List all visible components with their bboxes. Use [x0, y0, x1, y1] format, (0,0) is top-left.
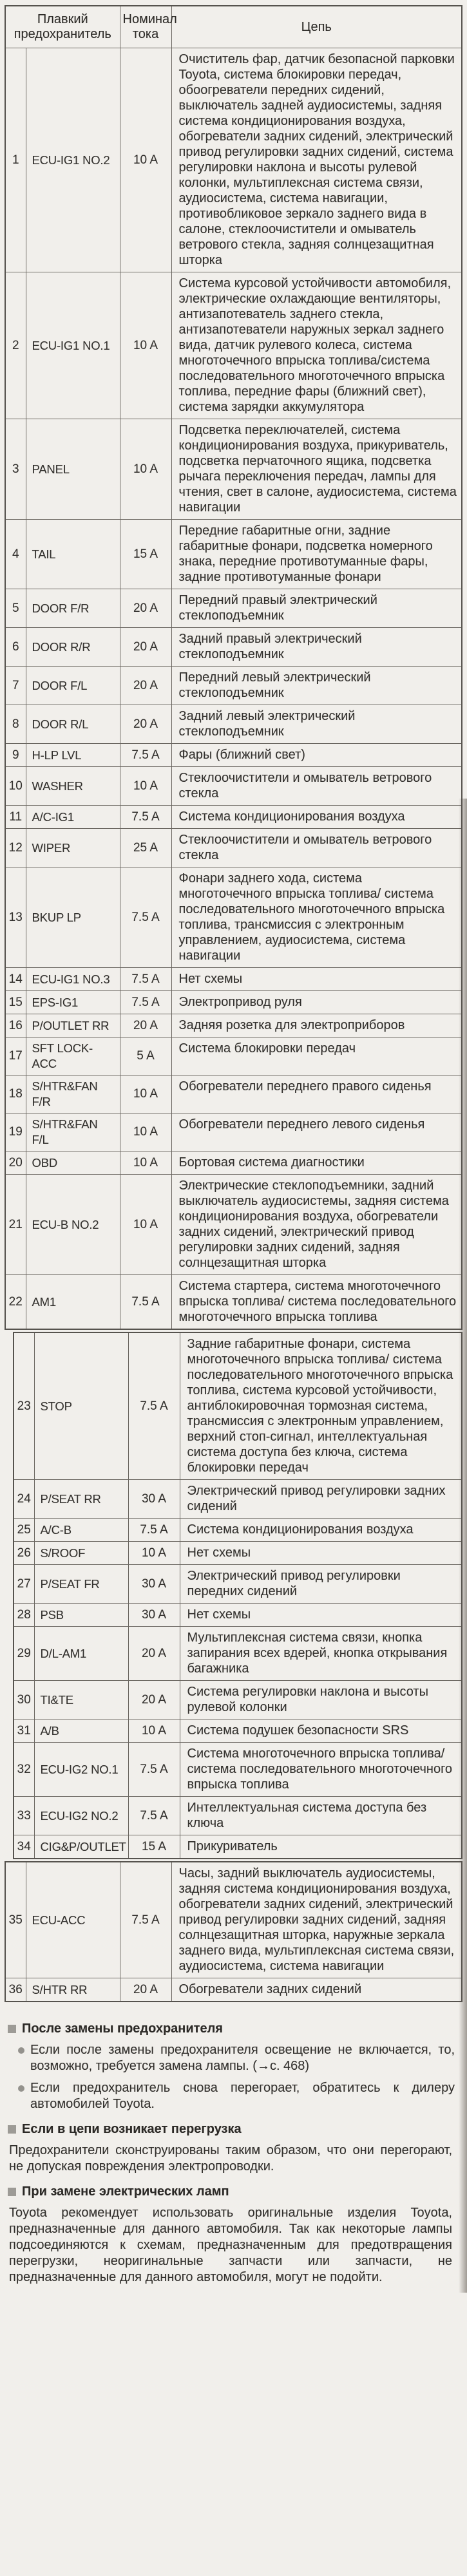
- fuse-name-cell: H-LP LVL: [26, 744, 120, 767]
- fuse-circuit-cell: Обогреватели переднего левого сиденья: [171, 1113, 462, 1151]
- bullet-dot-icon: [18, 2085, 24, 2092]
- section-title-row: [8, 2184, 455, 2199]
- note-bullet: [18, 2042, 455, 2074]
- note-bullet: [18, 2080, 455, 2112]
- fuse-circuit-cell: Задние габаритные фонари, система многоточечного впрыска топлива/ система последовательного многоточечного впрыска топлива, система курсовой устойчивости, антиблокировочная тормозная система, трансмиссия с электронным управлением, верхний стоп-сигнал, интеллектуальная система доступа без ключа, система блокировки передач: [180, 1332, 462, 1480]
- fuse-circuit-cell: Передний правый электрический стеклоподъемник: [171, 589, 462, 628]
- fuse-num-cell: 13: [5, 867, 26, 968]
- table-row: [14, 1604, 462, 1627]
- fuse-num-cell: 1: [5, 48, 26, 272]
- table-row: [14, 1565, 462, 1604]
- fuse-name-cell: ECU-IG1 NO.1: [26, 272, 120, 419]
- section-title-row: [8, 2121, 455, 2137]
- fuse-circuit-cell: Система кондиционирования воздуха: [171, 806, 462, 829]
- fuse-circuit-cell: Нет схемы: [180, 1542, 462, 1565]
- fuse-name-cell: TAIL: [26, 520, 120, 589]
- fuse-circuit-cell: Стеклоочистители и омыватель ветрового стекла: [171, 767, 462, 806]
- fuse-amp-cell: 7.5 A: [120, 991, 171, 1014]
- fuse-name-cell: AM1: [26, 1275, 120, 1330]
- notes-section: [8, 2184, 455, 2286]
- fuse-name-cell: ECU-IG1 NO.3: [26, 968, 120, 991]
- fuse-amp-cell: 10 A: [120, 767, 171, 806]
- notes-section: [8, 2121, 455, 2175]
- fuse-circuit-cell: Обогреватели переднего правого сиденья: [171, 1075, 462, 1113]
- section-title: После замены предохранителя: [22, 2022, 223, 2036]
- fuse-num-cell: 20: [5, 1151, 26, 1175]
- fuse-circuit-cell: Передний левый электрический стеклоподъемник: [171, 667, 462, 705]
- fuse-num-cell: 32: [14, 1743, 34, 1797]
- section-square-icon: [8, 2188, 16, 2196]
- fuse-circuit-cell: Задний левый электрический стеклоподъемник: [171, 705, 462, 744]
- fuse-num-cell: 16: [5, 1014, 26, 1037]
- table-row: [5, 419, 462, 520]
- fuse-amp-cell: 10 A: [120, 1151, 171, 1175]
- table-row: [14, 1627, 462, 1681]
- table-row: [5, 705, 462, 744]
- bullet-text: Если после замены предохранителя освещение не включается, то, возможно, требуется замена лампы. (→с. 468): [30, 2043, 455, 2073]
- fuse-amp-cell: 5 A: [120, 1037, 171, 1075]
- fuse-num-cell: 19: [5, 1113, 26, 1151]
- fuse-amp-cell: 7.5 A: [120, 806, 171, 829]
- fuse-amp-cell: 7.5 A: [128, 1519, 180, 1542]
- fuse-circuit-cell: Задний правый электрический стеклоподъемник: [171, 628, 462, 667]
- fuse-name-cell: ECU-B NO.2: [26, 1175, 120, 1275]
- fuse-amp-cell: 7.5 A: [120, 1275, 171, 1330]
- fuse-amp-cell: 25 A: [120, 829, 171, 867]
- bullet-text: Если предохранитель снова перегорает, обратитесь к дилеру автомобилей Toyota.: [30, 2081, 455, 2111]
- table-row: [5, 1151, 462, 1175]
- table-row: [14, 1743, 462, 1797]
- fuse-amp-cell: 10 A: [120, 272, 171, 419]
- fuse-num-cell: 11: [5, 806, 26, 829]
- fuse-name-cell: S/HTR&FAN F/R: [26, 1075, 120, 1113]
- fuse-amp-cell: 7.5 A: [128, 1743, 180, 1797]
- fuse-circuit-cell: Прикуриватель: [180, 1835, 462, 1859]
- fuse-circuit-cell: Передние габаритные огни, задние габаритные фонари, подсветка номерного знака, передние противотуманные фары, задние противотуманные фонари: [171, 520, 462, 589]
- fuse-num-cell: 25: [14, 1519, 34, 1542]
- fuse-circuit-cell: Интеллектуальная система доступа без ключа: [180, 1797, 462, 1835]
- fuse-circuit-cell: Фонари заднего хода, система многоточечного впрыска топлива/ система последовательного многоточечного впрыска топлива, трансмиссия с электронным управлением, аудиосистема, система навигации: [171, 867, 462, 968]
- fuse-name-cell: EPS-IG1: [26, 991, 120, 1014]
- footnotes: [5, 2004, 462, 2286]
- fuse-circuit-cell: Система блокировки передач: [171, 1037, 462, 1075]
- fuse-amp-cell: 7.5 A: [120, 744, 171, 767]
- fuse-num-cell: 17: [5, 1037, 26, 1075]
- fuse-num-cell: 2: [5, 272, 26, 419]
- fuse-amp-cell: 20 A: [120, 705, 171, 744]
- fuse-num-cell: 4: [5, 520, 26, 589]
- fuse-amp-cell: 7.5 A: [120, 867, 171, 968]
- table-row: [5, 48, 462, 272]
- section-square-icon: [8, 2025, 16, 2033]
- fuse-num-cell: 9: [5, 744, 26, 767]
- fuse-num-cell: 27: [14, 1565, 34, 1604]
- fuse-num-cell: 22: [5, 1275, 26, 1330]
- fuse-num-cell: 10: [5, 767, 26, 806]
- fuse-name-cell: TI&TE: [34, 1681, 128, 1719]
- fuse-num-cell: 3: [5, 419, 26, 520]
- table-row: [5, 1978, 462, 2002]
- table-header-fuse: Плавкий предохранитель: [5, 6, 120, 48]
- fuse-name-cell: ECU-IG2 NO.2: [34, 1797, 128, 1835]
- section-title: При замене электрических ламп: [22, 2184, 229, 2199]
- table-row: [5, 589, 462, 628]
- fuse-table-block-1: [5, 5, 462, 1330]
- table-row: [5, 806, 462, 829]
- table-row: [5, 1113, 462, 1151]
- fuse-circuit-cell: Бортовая система диагностики: [171, 1151, 462, 1175]
- fuse-num-cell: 30: [14, 1681, 34, 1719]
- fuse-amp-cell: 10 A: [120, 48, 171, 272]
- section-square-icon: [8, 2125, 16, 2134]
- fuse-amp-cell: 7.5 A: [120, 968, 171, 991]
- fuse-amp-cell: 30 A: [128, 1565, 180, 1604]
- table-row: [5, 1275, 462, 1330]
- fuse-table-block-2: [13, 1332, 462, 1859]
- table-header-circuit: Цепь: [171, 6, 462, 48]
- table-row: [5, 667, 462, 705]
- fuse-circuit-cell: Мультиплексная система связи, кнопка запирания всех вдерей, кнопка открывания багажника: [180, 1627, 462, 1681]
- note-paragraph: Toyota рекомендует использовать оригинальные изделия Toyota, предназначенные для данного автомобиля. Так как некоторые лампы подсоединяются к схемам, предназначенным для предотвращения перегрузки, неоригинальные запчасти или запчасти, не предназначенные для данного автомобиля, могут не подойти.: [9, 2206, 452, 2284]
- table-row: [5, 867, 462, 968]
- table-row: [5, 767, 462, 806]
- fuse-name-cell: CIG&P/OUTLET: [34, 1835, 128, 1859]
- fuse-circuit-cell: Задняя розетка для электроприборов: [171, 1014, 462, 1037]
- fuse-circuit-cell: Система регулировки наклона и высоты рулевой колонки: [180, 1681, 462, 1719]
- table-row: [14, 1542, 462, 1565]
- section-title-row: [8, 2021, 455, 2036]
- fuse-circuit-cell: Электропривод руля: [171, 991, 462, 1014]
- fuse-amp-cell: 10 A: [120, 1175, 171, 1275]
- table-header-row: [5, 6, 462, 48]
- fuse-circuit-cell: Очиститель фар, датчик безопасной парковки Toyota, система блокировки передач, обоогреватели передних сидений, выключатель задней аудиосистемы, задняя система кондиционирования воздуха, обогреватели задних сидений, электрический привод регулировки задних сидений, система регулировки наклона и высоты рулевой колонки, мультиплексная система связи, аудиосистема, система навигации, противобликовое зеркало заднего вида в салоне, стеклоочистители и омыватель ветрового стекла, задняя солнцезащитная шторка: [171, 48, 462, 272]
- table-row: [14, 1480, 462, 1519]
- fuse-amp-cell: 7.5 A: [128, 1797, 180, 1835]
- fuse-name-cell: WIPER: [26, 829, 120, 867]
- fuse-circuit-cell: Подсветка переключателей, система кондиционирования воздуха, прикуриватель, подсветка перчаточного ящика, подсветка рычага переключения передач, лампы для чтения, свет в салоне, аудиосистема, система навигации: [171, 419, 462, 520]
- fuse-num-cell: 12: [5, 829, 26, 867]
- fuse-circuit-cell: Нет схемы: [180, 1604, 462, 1627]
- fuse-amp-cell: 20 A: [128, 1627, 180, 1681]
- fuse-circuit-cell: Система стартера, система многоточечного впрыска топлива/ система последовательного многоточечного впрыска топлива: [171, 1275, 462, 1330]
- fuse-circuit-cell: Система подушек безопасности SRS: [180, 1719, 462, 1743]
- table-header-amperage: Номинал тока: [120, 6, 171, 48]
- fuse-amp-cell: 10 A: [120, 1075, 171, 1113]
- table-row: [5, 628, 462, 667]
- fuse-name-cell: A/C-B: [34, 1519, 128, 1542]
- fuse-amp-cell: 10 A: [120, 1113, 171, 1151]
- fuse-num-cell: 24: [14, 1480, 34, 1519]
- fuse-name-cell: PSB: [34, 1604, 128, 1627]
- fuse-amp-cell: 10 A: [128, 1719, 180, 1743]
- fuse-name-cell: OBD: [26, 1151, 120, 1175]
- fuse-amp-cell: 15 A: [128, 1835, 180, 1859]
- fuse-num-cell: 6: [5, 628, 26, 667]
- table-row: [5, 520, 462, 589]
- fuse-name-cell: PANEL: [26, 419, 120, 520]
- fuse-name-cell: P/OUTLET RR: [26, 1014, 120, 1037]
- fuse-amp-cell: 20 A: [120, 1978, 171, 2002]
- fuse-num-cell: 5: [5, 589, 26, 628]
- fuse-amp-cell: 30 A: [128, 1480, 180, 1519]
- fuse-num-cell: 23: [14, 1332, 34, 1480]
- fuse-circuit-cell: Обогреватели задних сидений: [171, 1978, 462, 2002]
- section-title: Если в цепи возникает перегрузка: [22, 2122, 242, 2136]
- fuse-amp-cell: 10 A: [120, 419, 171, 520]
- table-row: [5, 1075, 462, 1113]
- fuse-name-cell: ECU-IG2 NO.1: [34, 1743, 128, 1797]
- table-row: [14, 1519, 462, 1542]
- fuse-num-cell: 34: [14, 1835, 34, 1859]
- fuse-name-cell: DOOR R/R: [26, 628, 120, 667]
- fuse-name-cell: A/C-IG1: [26, 806, 120, 829]
- fuse-amp-cell: 20 A: [120, 667, 171, 705]
- table-row: [5, 1862, 462, 1978]
- fuse-amp-cell: 20 A: [120, 628, 171, 667]
- fuse-amp-cell: 30 A: [128, 1604, 180, 1627]
- fuse-amp-cell: 20 A: [120, 1014, 171, 1037]
- table-row: [5, 968, 462, 991]
- fuse-name-cell: BKUP LP: [26, 867, 120, 968]
- fuse-name-cell: ECU-ACC: [26, 1862, 120, 1978]
- fuse-name-cell: STOP: [34, 1332, 128, 1480]
- fuse-num-cell: 7: [5, 667, 26, 705]
- fuse-num-cell: 8: [5, 705, 26, 744]
- table-row: [5, 744, 462, 767]
- bullet-dot-icon: [18, 2047, 24, 2054]
- notes-section: [8, 2021, 455, 2112]
- table-row: [14, 1719, 462, 1743]
- fuse-num-cell: 36: [5, 1978, 26, 2002]
- table-row: [14, 1797, 462, 1835]
- table-row: [14, 1681, 462, 1719]
- fuse-amp-cell: 10 A: [128, 1542, 180, 1565]
- fuse-circuit-cell: Стеклоочистители и омыватель ветрового стекла: [171, 829, 462, 867]
- fuse-circuit-cell: Система кондиционирования воздуха: [180, 1519, 462, 1542]
- table-row: [5, 1014, 462, 1037]
- fuse-amp-cell: 15 A: [120, 520, 171, 589]
- fuse-name-cell: P/SEAT RR: [34, 1480, 128, 1519]
- note-paragraph: Предохранители сконструированы таким образом, что они перегорают, не допуская повреждения электропроводки.: [9, 2143, 452, 2174]
- fuse-table-block-3: [5, 1861, 462, 2002]
- fuse-amp-cell: 20 A: [120, 589, 171, 628]
- fuse-name-cell: DOOR F/R: [26, 589, 120, 628]
- fuse-num-cell: 35: [5, 1862, 26, 1978]
- fuse-circuit-cell: Электрические стеклоподъемники, задний выключатель аудиосистемы, задняя система кондиционирования воздуха, обогреватели задних сидений, электрический привод регулировки задних сидений, задняя солнцезащитная шторка: [171, 1175, 462, 1275]
- fuse-amp-cell: 20 A: [128, 1681, 180, 1719]
- fuse-circuit-cell: Электрический привод регулировки задних сидений: [180, 1480, 462, 1519]
- fuse-num-cell: 29: [14, 1627, 34, 1681]
- table-row: [14, 1835, 462, 1859]
- fuse-name-cell: S/ROOF: [34, 1542, 128, 1565]
- fuse-name-cell: A/B: [34, 1719, 128, 1743]
- fuse-num-cell: 28: [14, 1604, 34, 1627]
- table-row: [5, 829, 462, 867]
- table-row: [5, 272, 462, 419]
- fuse-circuit-cell: Электрический привод регулировки передних сидений: [180, 1565, 462, 1604]
- fuse-name-cell: D/L-AM1: [34, 1627, 128, 1681]
- fuse-circuit-cell: Фары (ближний свет): [171, 744, 462, 767]
- fuse-name-cell: ECU-IG1 NO.2: [26, 48, 120, 272]
- fuse-amp-cell: 7.5 A: [128, 1332, 180, 1480]
- fuse-name-cell: DOOR F/L: [26, 667, 120, 705]
- fuse-num-cell: 14: [5, 968, 26, 991]
- table-row: [5, 1037, 462, 1075]
- fuse-name-cell: SFT LOCK-ACC: [26, 1037, 120, 1075]
- fuse-num-cell: 26: [14, 1542, 34, 1565]
- table-row: [14, 1332, 462, 1480]
- fuse-name-cell: DOOR R/L: [26, 705, 120, 744]
- fuse-name-cell: S/HTR&FAN F/L: [26, 1113, 120, 1151]
- fuse-name-cell: P/SEAT FR: [34, 1565, 128, 1604]
- fuse-circuit-cell: Система курсовой устойчивости автомобиля, электрические охлаждающие вентиляторы, антизапотеватель заднего стекла, антизапотеватели наружных зеркал заднего вида, датчик рулевого колеса, система многоточечного впрыска топлива/система последовательного многоточечного впрыска топлива, передние фары (ближний свет), система зарядки аккумулятора: [171, 272, 462, 419]
- fuse-num-cell: 21: [5, 1175, 26, 1275]
- table-row: [5, 991, 462, 1014]
- fuse-circuit-cell: Нет схемы: [171, 968, 462, 991]
- fuse-num-cell: 15: [5, 991, 26, 1014]
- fuse-num-cell: 18: [5, 1075, 26, 1113]
- fuse-num-cell: 31: [14, 1719, 34, 1743]
- fuse-circuit-cell: Часы, задний выключатель аудиосистемы, задняя система кондиционирования воздуха, обогреватели задних сидений, электрический привод регулировки задних сидений, задняя солнцезащитная шторка, наружные зеркала заднего вида, мультиплексная система связи, аудиосистема, система навигации: [171, 1862, 462, 1978]
- fuse-name-cell: WASHER: [26, 767, 120, 806]
- fuse-amp-cell: 7.5 A: [120, 1862, 171, 1978]
- fuse-circuit-cell: Система многоточечного впрыска топлива/система последовательного многоточечного впрыска топлива: [180, 1743, 462, 1797]
- fuse-num-cell: 33: [14, 1797, 34, 1835]
- fuse-name-cell: S/HTR RR: [26, 1978, 120, 2002]
- table-row: [5, 1175, 462, 1275]
